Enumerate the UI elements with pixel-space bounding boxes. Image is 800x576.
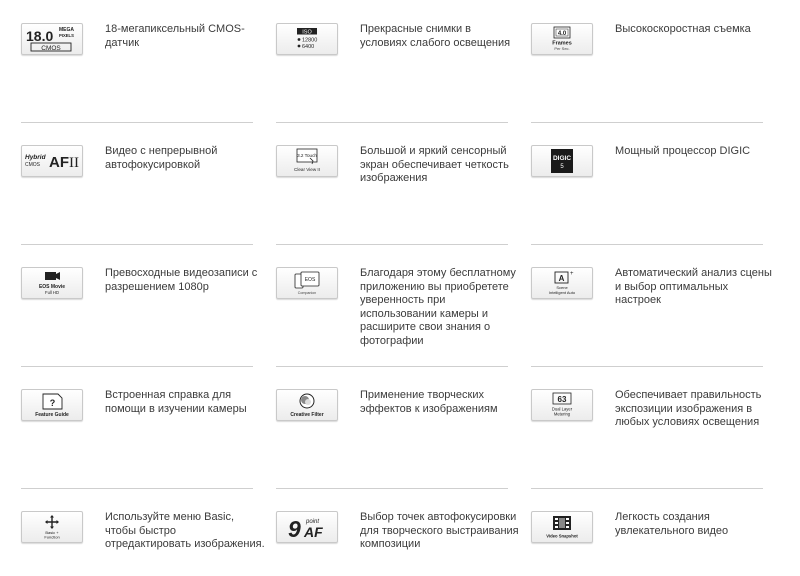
- feature-text: Прекрасные снимки в условиях слабого освещения: [360, 23, 511, 49]
- svg-text:?: ?: [49, 398, 56, 408]
- hybrid-cmos-af-icon: [21, 145, 83, 177]
- svg-text:Video Snapshot: Video Snapshot: [546, 533, 578, 539]
- creative-filter-icon: [276, 389, 338, 421]
- svg-text:Scene: Scene: [556, 285, 568, 290]
- feature-text: Автоматический анализ сцены и выбор оптимальных настроек: [615, 267, 772, 307]
- frames-per-second-icon: [531, 23, 593, 55]
- row-divider: [276, 122, 508, 123]
- eos-companion-app-icon: [276, 267, 338, 299]
- svg-text:Frames: Frames: [552, 40, 572, 47]
- svg-text:Feature Guide: Feature Guide: [35, 412, 69, 418]
- svg-text:II: II: [69, 155, 79, 171]
- feature-guide-icon: [21, 389, 83, 421]
- svg-text:Intelligent Auto: Intelligent Auto: [548, 290, 576, 295]
- feature-text: Применение творческих эффектов к изображениям: [360, 389, 498, 415]
- feature-text: Встроенная справка для помощи в изучении камеры: [105, 389, 247, 415]
- svg-text:Full HD: Full HD: [45, 290, 59, 295]
- svg-text:DIGIC: DIGIC: [552, 155, 572, 162]
- touch-screen-icon: [276, 145, 338, 177]
- svg-text:Dual Layer: Dual Layer: [551, 406, 573, 412]
- svg-text:9: 9: [288, 516, 301, 542]
- dual-layer-metering-icon: [531, 389, 593, 421]
- svg-text:CMOS: CMOS: [25, 162, 40, 168]
- svg-text:Per Sec.: Per Sec.: [554, 46, 570, 51]
- row-divider: [21, 488, 253, 489]
- svg-text:EOS: EOS: [304, 277, 316, 283]
- row-divider: [21, 366, 253, 367]
- feature-text: Используйте меню Basic, чтобы быстро отредактировать изображения.: [105, 511, 265, 551]
- feature-text: Выбор точек автофокусировки для творческого выстраивания композиции: [360, 511, 519, 551]
- svg-text:EOS Movie: EOS Movie: [38, 284, 66, 290]
- row-divider: [531, 244, 763, 245]
- feature-text: 18-мегапиксельный CMOS-датчик: [105, 23, 245, 49]
- svg-text:Clear View II: Clear View II: [294, 167, 320, 172]
- svg-text:5: 5: [560, 164, 564, 170]
- video-snapshot-icon: [531, 511, 593, 543]
- svg-text:6400: 6400: [302, 44, 315, 50]
- svg-text:18.0: 18.0: [26, 28, 54, 44]
- svg-text:PIXELS: PIXELS: [59, 33, 74, 38]
- row-divider: [21, 244, 253, 245]
- svg-text:Creative Filter: Creative Filter: [290, 412, 324, 418]
- nine-point-af-icon: [276, 511, 338, 543]
- svg-text:Metering: Metering: [553, 411, 571, 417]
- iso-12800-icon: [276, 23, 338, 55]
- svg-text:Companion: Companion: [297, 291, 317, 295]
- row-divider: [276, 244, 508, 245]
- basic-function-icon: [21, 511, 83, 543]
- svg-text:63: 63: [557, 395, 567, 404]
- svg-text:12800: 12800: [302, 37, 318, 44]
- svg-text:Hybrid: Hybrid: [25, 154, 46, 161]
- svg-text:3.2 Touch: 3.2 Touch: [297, 153, 317, 158]
- feature-text: Видео с непрерывной автофокусировкой: [105, 145, 218, 171]
- feature-text: Высокоскоростная съемка: [615, 23, 751, 35]
- svg-text:+: +: [570, 271, 574, 277]
- svg-text:AF: AF: [304, 524, 323, 540]
- eos-movie-icon: [21, 267, 83, 299]
- row-divider: [21, 122, 253, 123]
- feature-text: Обеспечивает правильность экспозиции изображения в любых условиях освещения: [615, 389, 762, 429]
- digic-5-icon: [531, 145, 593, 177]
- svg-text:4.0: 4.0: [557, 31, 567, 37]
- row-divider: [531, 122, 763, 123]
- svg-text:point: point: [306, 519, 320, 525]
- feature-text: Благодаря этому бесплатному приложению вы приобретете уверенность при использовании камеры и расширите свои знания о фотографии: [360, 267, 516, 347]
- svg-text:CMOS: CMOS: [41, 45, 61, 52]
- feature-text: Легкость создания увлекательного видео: [615, 511, 729, 537]
- feature-text: Большой и яркий сенсорный экран обеспечивает четкость изображения: [360, 145, 509, 185]
- svg-text:Basic +: Basic +: [45, 530, 59, 535]
- svg-text:AF: AF: [49, 154, 69, 171]
- row-divider: [531, 488, 763, 489]
- feature-text: Мощный процессор DIGIC: [615, 145, 751, 157]
- row-divider: [276, 366, 508, 367]
- row-divider: [531, 366, 763, 367]
- sensor-18mp-cmos-icon: [21, 23, 83, 55]
- scene-intelligent-auto-icon: [531, 267, 593, 299]
- feature-text: Превосходные видеозаписи с разрешением 1080p: [105, 267, 258, 293]
- row-divider: [276, 488, 508, 489]
- svg-text:MEGA: MEGA: [59, 27, 74, 33]
- svg-text:Function: Function: [44, 534, 60, 540]
- svg-text:ISO: ISO: [302, 29, 312, 36]
- svg-text:A: A: [558, 274, 565, 283]
